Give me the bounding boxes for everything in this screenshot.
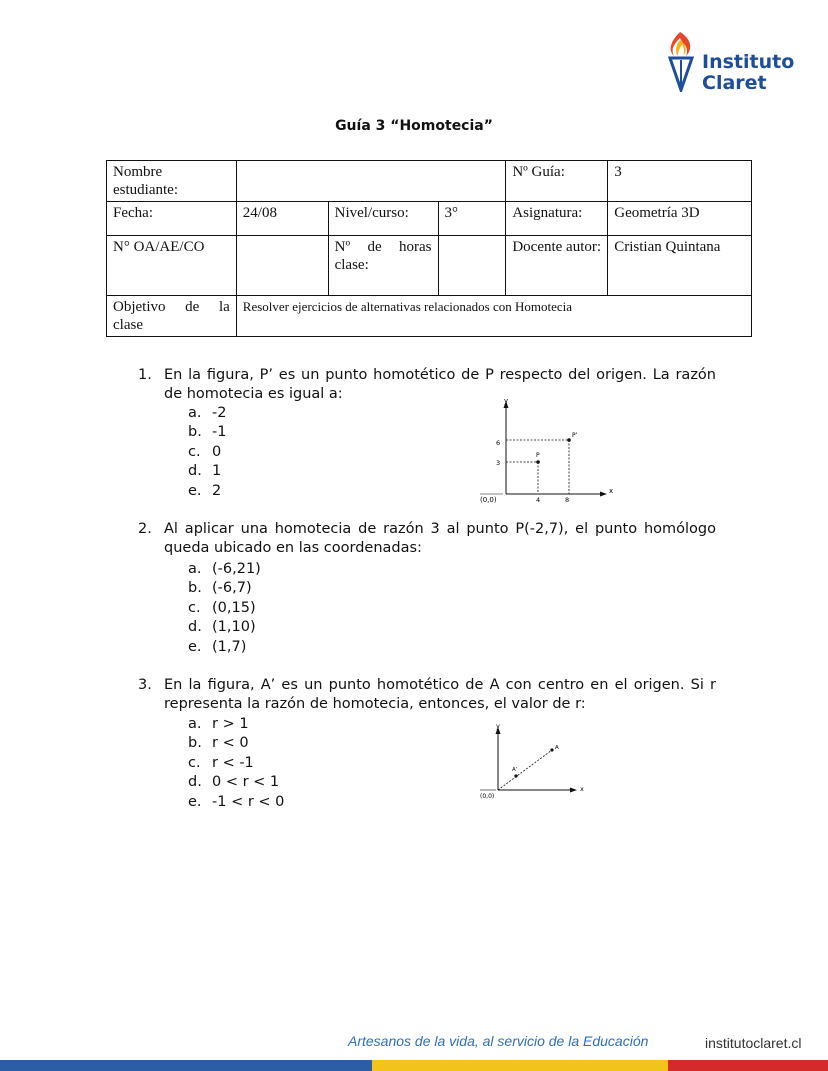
figure-3: [476, 722, 586, 802]
nivel-value: 3°: [438, 202, 506, 236]
info-table: [106, 160, 752, 337]
docente-value: Cristian Quintana: [608, 236, 752, 296]
tick-x-8: 8: [565, 496, 570, 504]
footer-bar-blue: [0, 1060, 372, 1071]
option-b: b. r < 0: [188, 735, 249, 752]
logo: [660, 28, 810, 98]
options-list: [188, 715, 284, 812]
footer-slogan: Artesanos de la vida, al servicio de la Educación: [348, 1033, 649, 1049]
tick-x-4: 4: [536, 496, 541, 504]
x-axis-label: x: [580, 785, 584, 793]
origin-label: (0,0): [480, 793, 495, 800]
footer-url: institutoclaret.cl: [705, 1035, 802, 1051]
option-d: d. (1,10): [188, 619, 256, 636]
option-a: a. (-6,21): [188, 561, 261, 577]
oa-value: [236, 236, 328, 296]
asignatura-value: Geometría 3D: [608, 202, 752, 236]
question-stem: En la figura, A’ es un punto homotético de A con centro en el origen. Si r representa la razón de homotecia, entonces, el valor de r:: [164, 677, 716, 712]
option-e: e. 2: [188, 482, 222, 499]
point-a-prime-label: A’: [512, 767, 518, 773]
option-c: c. r < -1: [188, 754, 254, 771]
x-axis-label: x: [609, 487, 614, 495]
figure-1: [476, 396, 616, 506]
question-stem: En la figura, P’ es un punto homotético de P respecto del origen. La razón de homotecia es igual a:: [164, 367, 716, 402]
question-number: 1.: [138, 367, 152, 383]
objetivo-label: Objetivo de la clase: [107, 296, 237, 337]
y-axis-label: y: [496, 722, 500, 730]
option-c: c. 0: [188, 443, 222, 460]
logo-text: [702, 52, 794, 94]
guia-label: Nº Guía:: [506, 161, 608, 202]
option-d: d. 0 < r < 1: [188, 774, 280, 791]
guia-value: 3: [608, 161, 752, 202]
objetivo-value: Resolver ejercicios de alternativas relacionados con Homotecia: [236, 296, 751, 337]
y-axis-label: y: [504, 397, 509, 405]
option-c: c. (0,15): [188, 599, 256, 616]
option-b: b. (-6,7): [188, 580, 252, 597]
point-p: [536, 460, 540, 464]
asignatura-label: Asignatura:: [506, 202, 608, 236]
option-e: e. -1 < r < 0: [188, 793, 285, 810]
tick-y-3: 3: [496, 459, 501, 467]
fecha-value: 24/08: [236, 202, 328, 236]
torch-icon: [660, 28, 702, 92]
footer-bar-red: [668, 1060, 828, 1071]
logo-line1: Instituto: [702, 51, 795, 73]
fecha-label: Fecha:: [107, 202, 237, 236]
docente-label: Docente autor:: [506, 236, 608, 296]
nombre-label: Nombre estudiante:: [107, 161, 237, 202]
point-a-prime: [514, 774, 517, 777]
point-p-label: P: [536, 452, 540, 459]
option-d: d. 1: [188, 463, 222, 480]
question-stem: Al aplicar una homotecia de razón 3 al punto P(-2,7), el punto homólogo queda ubicado en las coordenadas:: [164, 521, 716, 556]
point-a-label: A: [555, 745, 559, 751]
question-number: 3.: [138, 677, 152, 693]
options-list: [188, 560, 261, 657]
point-a: [550, 748, 553, 751]
option-b: b. -1: [188, 424, 227, 441]
page-title: Guía 3 “Homotecia”: [335, 118, 493, 134]
logo-line2: Claret: [702, 72, 767, 94]
tick-y-6: 6: [496, 439, 501, 447]
origin-label: (0,0): [480, 496, 497, 504]
footer-bar-yellow: [372, 1060, 668, 1071]
question-number: 2.: [138, 521, 152, 537]
horas-label: Nº de horas clase:: [328, 236, 438, 296]
nivel-label: Nivel/curso:: [328, 202, 438, 236]
point-p-prime: [567, 438, 571, 442]
point-p-prime-label: P’: [572, 432, 578, 439]
oa-label: N° OA/AE/CO: [107, 236, 237, 296]
nombre-value: [236, 161, 506, 202]
option-a: a. r > 1: [188, 716, 249, 732]
horas-value: [438, 236, 506, 296]
option-a: a. -2: [188, 405, 227, 421]
options-list: [188, 404, 226, 501]
option-e: e. (1,7): [188, 638, 247, 655]
